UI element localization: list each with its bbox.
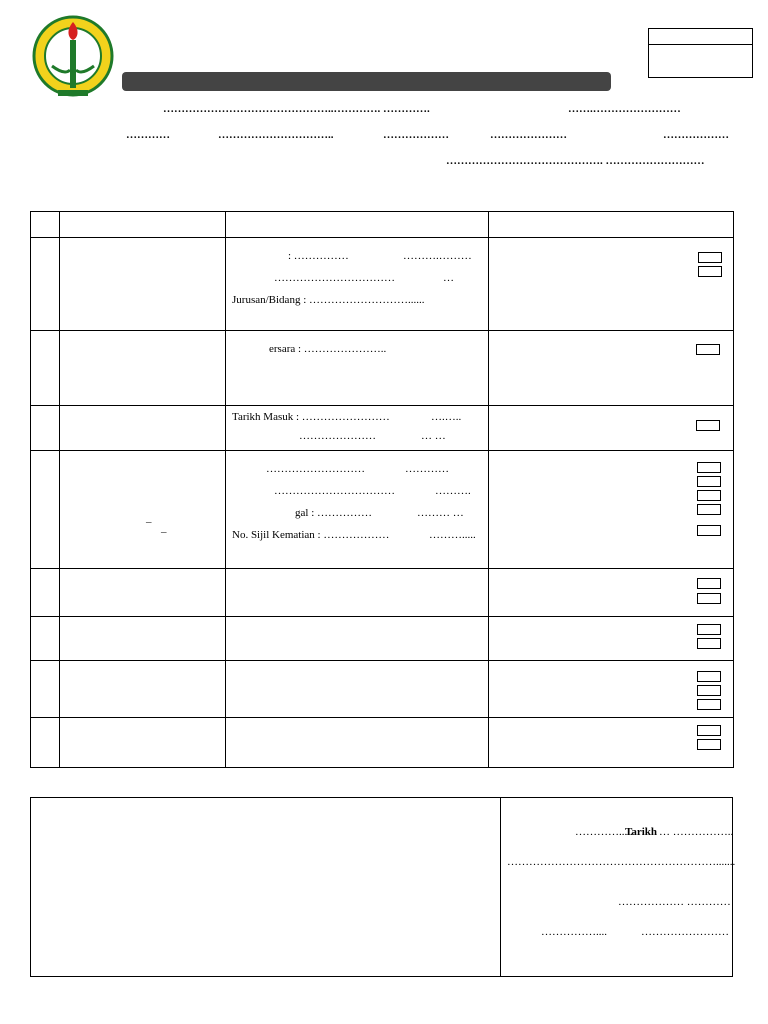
table-row <box>31 569 734 617</box>
checkbox[interactable] <box>697 685 721 696</box>
reference-box <box>648 28 753 78</box>
union-logo <box>30 12 116 100</box>
field-text: gal : …………… <box>295 507 372 519</box>
field-text: ……….……… <box>403 250 472 262</box>
footer-field: …………….... <box>541 926 607 938</box>
declaration-divider <box>500 798 501 976</box>
checkbox[interactable] <box>696 420 720 431</box>
header-field-1: ………………………………………..…………. …………. <box>163 103 430 115</box>
documents-cell <box>489 718 734 768</box>
table-row <box>31 617 734 661</box>
header-field-5: ……………… <box>383 129 449 141</box>
documents-cell <box>489 406 734 451</box>
field-text: _ <box>161 522 167 534</box>
footer-field: …………………………………………………....... <box>507 856 736 868</box>
field-text: …………………………… <box>274 485 395 497</box>
checkbox[interactable] <box>697 504 721 515</box>
footer-field: …………………… <box>641 926 729 938</box>
header-cell-no <box>31 212 60 238</box>
header-field-4: ………………………….. <box>218 129 334 141</box>
footer-field: ……………… ………… <box>618 896 731 908</box>
checkbox[interactable] <box>698 266 722 277</box>
header-field-3: ………… <box>126 129 170 141</box>
checkbox[interactable] <box>697 699 721 710</box>
details-cell <box>226 451 489 569</box>
field-text: ….….. <box>431 411 462 423</box>
header-field-7: ……………… <box>663 129 729 141</box>
field-text: Tarikh Masuk : …………………… <box>232 411 390 423</box>
field-text: ………… <box>405 463 449 475</box>
table-row <box>31 406 734 451</box>
field-text: No. Sijil Kematian : ……………… <box>232 529 390 541</box>
item-cell <box>60 451 226 569</box>
checkbox[interactable] <box>698 252 722 263</box>
form-table <box>30 211 734 768</box>
field-text: … <box>443 272 454 284</box>
field-text: Jurusan/Bidang : ………………………...... <box>232 294 425 306</box>
header-field-6: ………………… <box>490 129 567 141</box>
details-cell <box>226 406 489 451</box>
checkbox[interactable] <box>697 462 721 473</box>
footer-field: … …………….. <box>659 826 734 838</box>
field-text: ……………………… <box>266 463 365 475</box>
documents-cell <box>489 331 734 406</box>
field-text: ………………… <box>299 430 376 442</box>
checkbox[interactable] <box>697 638 721 649</box>
footer-field: …………..... <box>575 826 633 838</box>
field-text: …………………………… <box>274 272 395 284</box>
details-cell <box>226 331 489 406</box>
table-row <box>31 718 734 768</box>
header-field-2: …….…………………… <box>568 103 681 115</box>
checkbox[interactable] <box>697 725 721 736</box>
title-banner <box>122 72 611 91</box>
checkbox[interactable] <box>697 671 721 682</box>
header-cell-documents <box>489 212 734 238</box>
field-text: ……… … <box>417 507 464 519</box>
field-text: ………..... <box>429 529 476 541</box>
table-row <box>31 238 734 331</box>
header-cell-item <box>60 212 226 238</box>
reference-box-divider <box>649 44 752 45</box>
header-cell-details <box>226 212 489 238</box>
field-text: ersara : ………………….. <box>269 343 387 355</box>
table-row <box>31 661 734 718</box>
checkbox[interactable] <box>697 525 721 536</box>
declaration-box <box>30 797 736 977</box>
documents-cell <box>489 661 734 718</box>
header-field-8: ……………………………………. ……………………… <box>446 155 705 167</box>
field-text: : …………… <box>288 250 349 262</box>
field-text: … … <box>421 430 446 442</box>
details-cell <box>226 238 489 331</box>
field-text: _ <box>146 512 152 524</box>
documents-cell <box>489 569 734 617</box>
table-header-row <box>31 212 734 238</box>
documents-cell <box>489 451 734 569</box>
checkbox[interactable] <box>697 578 721 589</box>
checkbox[interactable] <box>697 490 721 501</box>
table-row <box>31 331 734 406</box>
checkbox[interactable] <box>697 476 721 487</box>
checkbox[interactable] <box>697 739 721 750</box>
documents-cell <box>489 617 734 661</box>
checkbox[interactable] <box>696 344 720 355</box>
tarikh-label: Tarikh <box>625 826 658 838</box>
checkbox[interactable] <box>697 593 721 604</box>
documents-cell <box>489 238 734 331</box>
checkbox[interactable] <box>697 624 721 635</box>
field-text: ………. <box>435 485 471 497</box>
table-row <box>31 451 734 569</box>
